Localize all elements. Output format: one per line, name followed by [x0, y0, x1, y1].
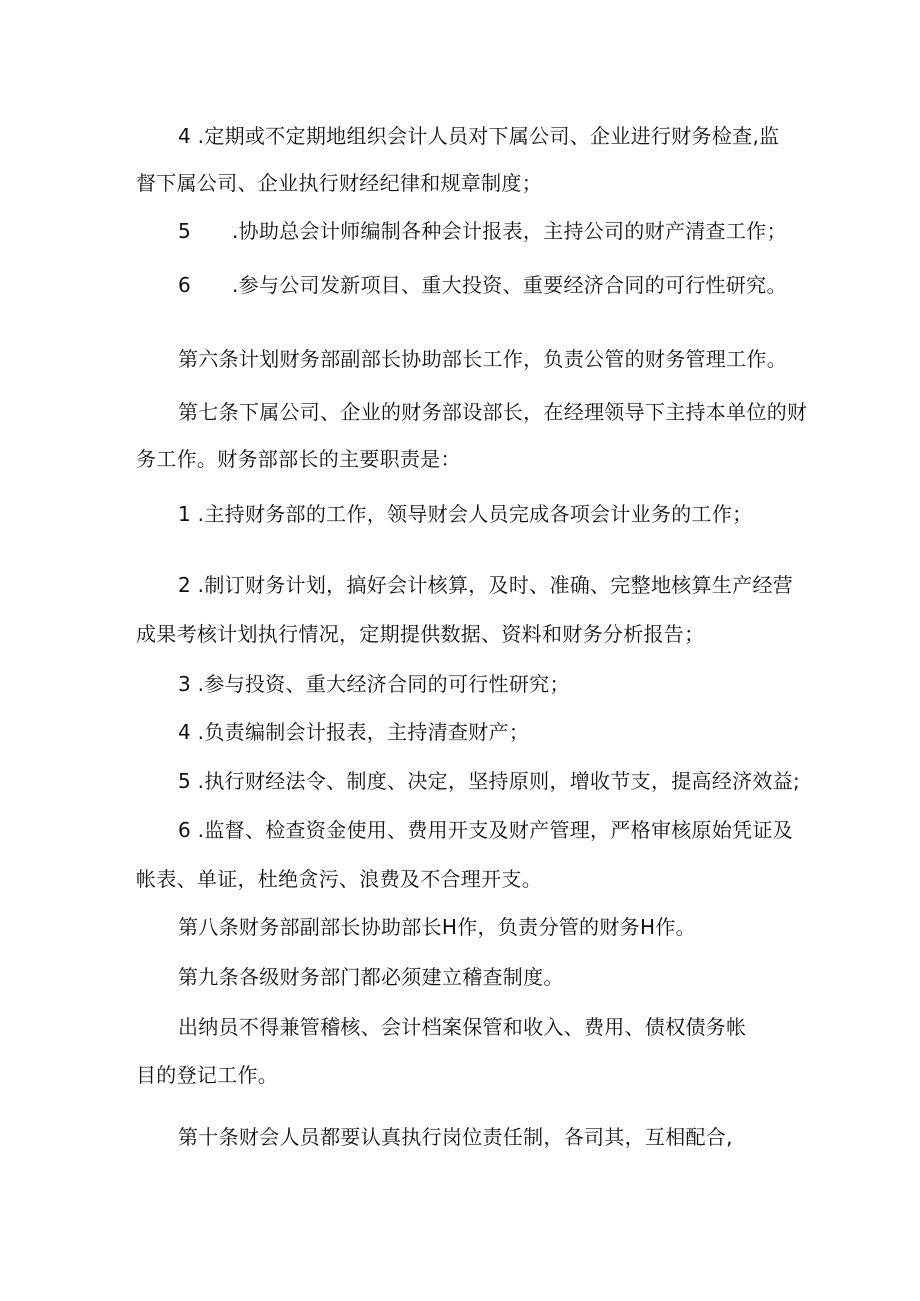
paragraph-line: 督下属公司、企业执行财经纪律和规章制度；: [136, 171, 542, 195]
list-number: 5: [178, 219, 192, 243]
paragraph-line: 2 .制订财务计划，搞好会计核算，及时、准确、完整地核算生产经营: [178, 573, 794, 597]
paragraph-line: 3 .参与投资、重大经济合同的可行性研究；: [178, 672, 570, 696]
paragraph-line: 成果考核计划执行情况，定期提供数据、资料和财务分析报告；: [136, 622, 705, 646]
paragraph-line: 6 .监督、检查资金使用、费用开支及财产管理，严格审核原始凭证及: [178, 818, 794, 842]
paragraph-line: .协助总会计师编制各种会计报表，主持公司的财产清查工作；: [232, 219, 787, 243]
paragraph-line: 4 .负责编制会计报表，主持清查财产；: [178, 720, 530, 744]
paragraph-line: 4 .定期或不定期地组织会计人员对下属公司、企业进行财务检查,监: [178, 124, 780, 148]
paragraph-line: 5 .执行财经法令、制度、决定，坚持原则，增收节支，提高经济效益;: [178, 769, 801, 793]
paragraph-line: 第七条下属公司、企业的财务部设部长，在经理领导下主持本单位的财: [178, 400, 808, 424]
paragraph-line: 帐表、单证，杜绝贪污、浪费及不合理开支。: [136, 867, 542, 891]
paragraph-line: .参与公司发新项目、重大投资、重要经济合同的可行性研究。: [232, 273, 787, 297]
paragraph-line: 1 .主持财务部的工作，领导财会人员完成各项会计业务的工作；: [178, 502, 753, 526]
paragraph-line: 第九条各级财务部门都必须建立稽查制度。: [178, 965, 564, 989]
paragraph-line: 第六条计划财务部副部长协助部长工作，负责公管的财务管理工作。: [178, 347, 787, 371]
list-number: 6: [178, 273, 192, 297]
paragraph-line: 第十条财会人员都要认真执行岗位责任制，各司其，互相配合,: [178, 1125, 733, 1149]
paragraph-line: 务工作。财务部部长的主要职责是：: [136, 447, 461, 471]
paragraph-line: 出纳员不得兼管稽核、会计档案保管和收入、费用、债权债务帐: [178, 1015, 747, 1039]
paragraph-line: 第八条财务部副部长协助部长H作，负责分管的财务H作。: [178, 915, 696, 939]
paragraph-line: 目的登记工作。: [136, 1063, 279, 1087]
